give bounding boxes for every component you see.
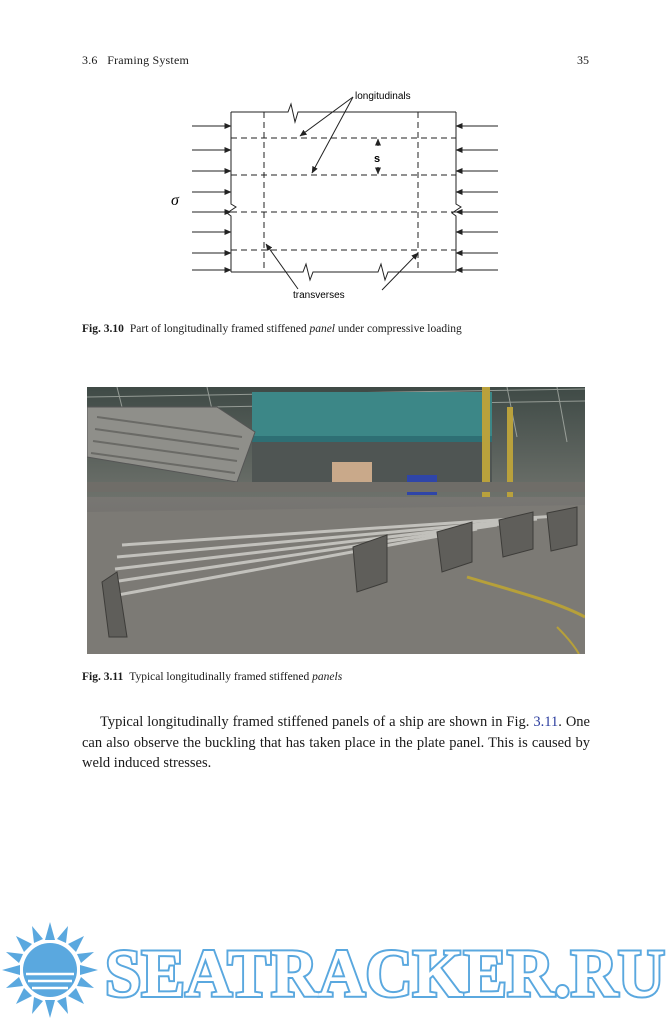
left-load-arrows — [192, 126, 231, 270]
body-text-after-ref: . One can also observe the buckling that has taken place in the plate panel. This is caused by weld induced stresses. — [82, 714, 590, 771]
figure-3-11-caption — [82, 671, 342, 683]
label-transverses: transverses — [293, 290, 345, 301]
caption-italic: panels — [312, 671, 343, 683]
caption-tail: under compressive loading — [337, 323, 462, 335]
label-spacing: s — [374, 153, 381, 165]
caption-label: Fig. 3.10 — [82, 323, 124, 335]
caption-label: Fig. 3.11 — [82, 671, 124, 683]
stiffened-panels-photo — [87, 387, 585, 654]
stiffened-panel-diagram — [160, 82, 510, 302]
body-paragraph — [82, 712, 590, 774]
caption-text: Typical longitudinally framed stiffened — [129, 671, 310, 683]
page-number: 35 — [577, 53, 589, 67]
figure-3-10-caption — [82, 323, 462, 335]
panel-top-edge — [231, 104, 456, 122]
longitudinal-lines — [231, 138, 456, 250]
label-stress-sigma: σ — [171, 192, 179, 209]
seatracker-watermark — [0, 918, 671, 1018]
figure-3-11-link[interactable]: 3.11 — [533, 714, 559, 730]
leader-lines — [266, 97, 418, 290]
caption-text: Part of longitudinally framed stiffened — [129, 323, 307, 335]
panel-bottom-edge — [231, 264, 456, 280]
transverse-lines — [264, 112, 418, 272]
sun-logo-icon — [2, 922, 98, 1018]
right-load-arrows — [456, 126, 498, 270]
watermark-text: SEATRACKER.RU — [105, 935, 665, 1011]
label-longitudinals: longitudinals — [355, 91, 411, 102]
body-text-before-ref: Typical longitudinally framed stiffened panels of a ship are shown in Fig. — [100, 714, 530, 730]
section-title: 3.6 Framing System — [82, 53, 190, 67]
caption-italic: panel — [309, 323, 336, 335]
